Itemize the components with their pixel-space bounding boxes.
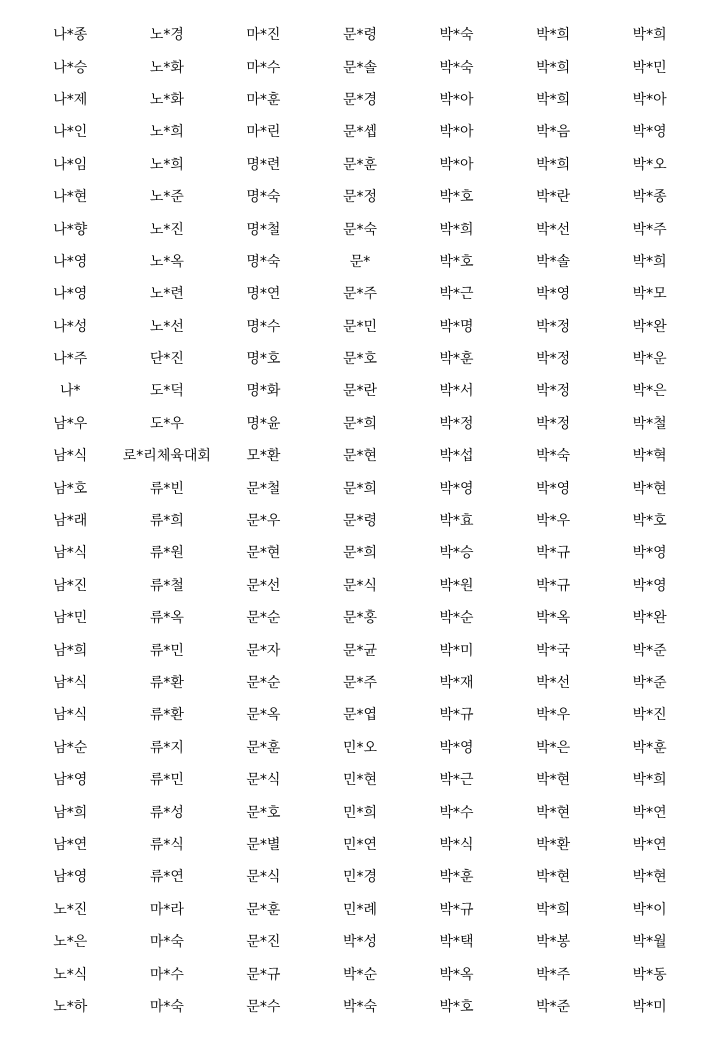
- table-cell: 문*철: [246, 480, 281, 497]
- table-cell: 박*승: [439, 545, 474, 562]
- table-cell: 박*훈: [439, 351, 474, 368]
- table-cell: 박*완: [632, 318, 667, 335]
- table-cell: 문*훈: [246, 739, 281, 756]
- table-cell: 마*숙: [149, 934, 184, 951]
- table-cell: 박*희: [536, 91, 571, 108]
- table-cell: 문*규: [246, 966, 281, 983]
- table-cell: 마*수: [149, 966, 184, 983]
- table-cell: 남*영: [53, 772, 88, 789]
- table-cell: 노*경: [149, 27, 184, 44]
- table-cell: 남*민: [53, 610, 88, 627]
- table-cell: 박*국: [536, 642, 571, 659]
- table-cell: 박*영: [632, 545, 667, 562]
- table-cell: 도*우: [149, 415, 184, 432]
- table-cell: 박*민: [632, 59, 667, 76]
- table-cell: 박*영: [632, 124, 667, 141]
- table-cell: 문*훈: [246, 901, 281, 918]
- table-cell: 박*옥: [439, 966, 474, 983]
- table-cell: 박*우: [536, 513, 571, 530]
- table-cell: 류*철: [149, 577, 184, 594]
- table-cell: 명*화: [246, 383, 281, 400]
- table-cell: 박*동: [632, 966, 667, 983]
- table-cell: 박*모: [632, 286, 667, 303]
- table-cell: 박*준: [632, 675, 667, 691]
- table-cell: 문*옥: [246, 707, 281, 724]
- table-cell: 남*래: [53, 513, 88, 530]
- table-row: [22, 213, 698, 245]
- table-cell: 문*숙: [342, 221, 377, 238]
- table-cell: 박*미: [632, 998, 667, 1015]
- table-cell: 노*식: [53, 966, 88, 983]
- table-cell: 명*호: [246, 351, 281, 368]
- table-cell: 민*희: [342, 804, 377, 821]
- table-cell: 문*솔: [342, 59, 377, 76]
- table-cell: 문*수: [246, 998, 281, 1015]
- table-cell: 문*홍: [342, 610, 377, 627]
- table-cell: 남*우: [53, 415, 88, 432]
- table-cell: 노*희: [149, 124, 184, 141]
- table-cell: 문*주: [342, 675, 377, 691]
- table-cell: 문*경: [342, 91, 377, 108]
- table-cell: 박*현: [536, 804, 571, 821]
- table-cell: 나*종: [53, 27, 88, 44]
- table-cell: 남*영: [53, 869, 88, 886]
- table-cell: 박*현: [536, 772, 571, 789]
- table-cell: 박*재: [439, 675, 474, 691]
- table-cell: 박*서: [439, 383, 474, 400]
- table-cell: 류*연: [149, 869, 184, 886]
- table-cell: 박*현: [536, 869, 571, 886]
- table-cell: 박*택: [439, 934, 474, 951]
- table-cell: 노*련: [149, 286, 184, 303]
- table-row: [22, 116, 698, 148]
- table-cell: 박*연: [632, 804, 667, 821]
- name-list-table: [22, 19, 698, 1023]
- table-cell: 박*영: [439, 480, 474, 497]
- table-cell: 노*진: [149, 221, 184, 238]
- table-cell: 박*규: [439, 707, 474, 724]
- table-cell: 문*희: [342, 545, 377, 562]
- table-cell: 노*준: [149, 189, 184, 206]
- table-cell: 박*호: [439, 253, 474, 270]
- table-cell: 박*호: [632, 513, 667, 530]
- table-cell: 박*명: [439, 318, 474, 335]
- table-cell: 명*윤: [246, 415, 281, 432]
- table-cell: 박*희: [632, 27, 667, 44]
- table-cell: 문*선: [246, 577, 281, 594]
- table-cell: 남*호: [53, 480, 88, 497]
- table-cell: 명*숙: [246, 253, 281, 270]
- table-cell: 박*규: [536, 545, 571, 562]
- table-row: [22, 311, 698, 343]
- table-cell: 문*현: [342, 448, 377, 465]
- table-cell: 명*련: [246, 156, 281, 173]
- table-cell: 박*종: [632, 189, 667, 206]
- table-cell: 박*영: [536, 286, 571, 303]
- table-cell: 박*효: [439, 513, 474, 530]
- table-cell: 마*린: [246, 124, 281, 141]
- table-cell: 노*하: [53, 998, 88, 1015]
- table-cell: 박*옥: [536, 610, 571, 627]
- table-cell: 박*주: [536, 966, 571, 983]
- table-row: [22, 732, 698, 764]
- table-cell: 박*혁: [632, 448, 667, 465]
- table-row: [22, 634, 698, 666]
- table-cell: 박*정: [439, 415, 474, 432]
- table-cell: 박*정: [536, 318, 571, 335]
- table-cell: 박*영: [439, 739, 474, 756]
- table-row: [22, 440, 698, 472]
- table-cell: 문*순: [246, 610, 281, 627]
- table-cell: 박*선: [536, 221, 571, 238]
- table-cell: 나*: [60, 383, 81, 400]
- table-cell: 박*솔: [536, 253, 571, 270]
- table-cell: 민*경: [342, 869, 377, 886]
- table-cell: 박*희: [536, 27, 571, 44]
- table-row: [22, 796, 698, 828]
- table-cell: 마*진: [246, 27, 281, 44]
- table-row: [22, 19, 698, 51]
- table-cell: 박*근: [439, 286, 474, 303]
- table-cell: 나*성: [53, 318, 88, 335]
- table-cell: 박*현: [632, 480, 667, 497]
- name-list-body: [22, 19, 698, 1023]
- table-cell: 박*근: [439, 772, 474, 789]
- table-row: [22, 699, 698, 731]
- table-cell: 문*현: [246, 545, 281, 562]
- table-cell: 문*령: [342, 513, 377, 530]
- table-cell: 류*환: [149, 707, 184, 724]
- table-cell: 마*훈: [246, 91, 281, 108]
- table-cell: 나*인: [53, 124, 88, 141]
- table-cell: 문*식: [246, 772, 281, 789]
- table-cell: 류*지: [149, 739, 184, 756]
- table-cell: 박*봉: [536, 934, 571, 951]
- table-row: [22, 343, 698, 375]
- table-cell: 남*식: [53, 675, 88, 691]
- table-cell: 박*훈: [439, 869, 474, 886]
- table-cell: 박*규: [536, 577, 571, 594]
- table-cell: 박*희: [536, 156, 571, 173]
- table-cell: 박*미: [439, 642, 474, 659]
- table-cell: 모*환: [246, 448, 281, 465]
- table-row: [22, 570, 698, 602]
- table-cell: 박*운: [632, 351, 667, 368]
- table-cell: 남*희: [53, 804, 88, 821]
- table-row: [22, 958, 698, 990]
- table-cell: 민*오: [342, 739, 377, 756]
- table-cell: 문*민: [342, 318, 377, 335]
- table-cell: 류*환: [149, 675, 184, 691]
- table-cell: 나*영: [53, 286, 88, 303]
- table-cell: 박*규: [439, 901, 474, 918]
- table-cell: 명*철: [246, 221, 281, 238]
- table-cell: 류*식: [149, 836, 184, 853]
- table-cell: 문*희: [342, 415, 377, 432]
- table-cell: 박*은: [632, 383, 667, 400]
- table-row: [22, 926, 698, 958]
- table-cell: 나*주: [53, 351, 88, 368]
- table-row: [22, 829, 698, 861]
- table-cell: 박*희: [632, 772, 667, 789]
- table-cell: 박*준: [632, 642, 667, 659]
- table-cell: 류*원: [149, 545, 184, 562]
- table-cell: 박*숙: [439, 27, 474, 44]
- table-cell: 박*숙: [342, 998, 377, 1015]
- table-cell: 마*숙: [149, 998, 184, 1015]
- table-cell: 류*희: [149, 513, 184, 530]
- table-cell: 문*호: [246, 804, 281, 821]
- table-cell: 박*숙: [439, 59, 474, 76]
- table-cell: 문*식: [342, 577, 377, 594]
- table-cell: 박*희: [536, 59, 571, 76]
- table-cell: 박*영: [632, 577, 667, 594]
- table-row: [22, 84, 698, 116]
- table-cell: 박*희: [536, 901, 571, 918]
- table-row: [22, 149, 698, 181]
- table-cell: 민*례: [342, 901, 377, 918]
- table-cell: 마*수: [246, 59, 281, 76]
- table-cell: 문*균: [342, 642, 377, 659]
- table-cell: 명*수: [246, 318, 281, 335]
- table-row: [22, 472, 698, 504]
- table-cell: 나*제: [53, 91, 88, 108]
- table-row: [22, 991, 698, 1023]
- table-cell: 문*순: [246, 675, 281, 691]
- table-cell: 박*주: [632, 221, 667, 238]
- table-cell: 박*정: [536, 383, 571, 400]
- table-row: [22, 505, 698, 537]
- table-cell: 박*준: [536, 998, 571, 1015]
- table-cell: 명*연: [246, 286, 281, 303]
- table-cell: 문*자: [246, 642, 281, 659]
- table-cell: 박*희: [439, 221, 474, 238]
- table-cell: 박*희: [632, 253, 667, 270]
- table-cell: 박*순: [342, 966, 377, 983]
- table-cell: 류*옥: [149, 610, 184, 627]
- table-cell: 박*정: [536, 351, 571, 368]
- table-cell: 박*현: [632, 869, 667, 886]
- table-row: [22, 537, 698, 569]
- table-cell: 박*숙: [536, 448, 571, 465]
- table-cell: 남*희: [53, 642, 88, 659]
- table-cell: 박*호: [439, 998, 474, 1015]
- table-cell: 박*연: [632, 836, 667, 853]
- table-cell: 박*정: [536, 415, 571, 432]
- table-cell: 박*아: [439, 124, 474, 141]
- table-cell: 나*승: [53, 59, 88, 76]
- table-cell: 도*덕: [149, 383, 184, 400]
- table-cell: 나*임: [53, 156, 88, 173]
- table-cell: 남*식: [53, 545, 88, 562]
- table-cell: 명*숙: [246, 189, 281, 206]
- table-cell: 박*원: [439, 577, 474, 594]
- table-cell: 박*월: [632, 934, 667, 951]
- table-cell: 문*식: [246, 869, 281, 886]
- table-cell: 노*은: [53, 934, 88, 951]
- table-row: [22, 894, 698, 926]
- table-cell: 박*식: [439, 836, 474, 853]
- table-cell: 문*: [349, 253, 371, 270]
- table-cell: 나*현: [53, 189, 88, 206]
- table-cell: 박*수: [439, 804, 474, 821]
- table-cell: 박*선: [536, 675, 571, 691]
- table-cell: 노*진: [53, 901, 88, 918]
- table-row: [22, 408, 698, 440]
- table-cell: 노*화: [149, 91, 184, 108]
- table-cell: 문*희: [342, 480, 377, 497]
- table-cell: 박*철: [632, 415, 667, 432]
- table-cell: 남*식: [53, 448, 88, 465]
- table-cell: 문*솁: [342, 124, 377, 141]
- table-cell: 나*향: [53, 221, 88, 238]
- table-row: [22, 764, 698, 796]
- table-cell: 박*아: [632, 91, 667, 108]
- table-row: [22, 861, 698, 893]
- table-row: [22, 181, 698, 213]
- table-cell: 박*아: [439, 91, 474, 108]
- table-cell: 노*선: [149, 318, 184, 335]
- table-cell: 민*현: [342, 772, 377, 789]
- table-cell: 문*엽: [342, 707, 377, 724]
- table-cell: 남*연: [53, 836, 88, 853]
- table-cell: 남*진: [53, 577, 88, 594]
- table-cell: 단*진: [149, 351, 184, 368]
- table-cell: 문*란: [342, 383, 377, 400]
- table-cell: 노*화: [149, 59, 184, 76]
- table-cell: 류*민: [149, 772, 184, 789]
- table-cell: 박*오: [632, 156, 667, 173]
- table-cell: 로*리체육대회: [122, 448, 211, 465]
- table-cell: 박*이: [632, 901, 667, 918]
- table-row: [22, 51, 698, 83]
- table-cell: 문*별: [246, 836, 281, 853]
- table-cell: 박*순: [439, 610, 474, 627]
- table-cell: 박*섭: [439, 448, 474, 465]
- table-cell: 문*정: [342, 189, 377, 206]
- table-cell: 문*훈: [342, 156, 377, 173]
- table-row: [22, 667, 698, 699]
- table-cell: 민*연: [342, 836, 377, 853]
- table-cell: 박*음: [536, 124, 571, 141]
- table-row: [22, 375, 698, 407]
- table-cell: 박*아: [439, 156, 474, 173]
- table-cell: 박*란: [536, 189, 571, 206]
- table-cell: 박*은: [536, 739, 571, 756]
- table-cell: 박*성: [342, 934, 377, 951]
- table-cell: 류*성: [149, 804, 184, 821]
- table-cell: 노*옥: [149, 253, 184, 270]
- table-cell: 박*환: [536, 836, 571, 853]
- table-cell: 문*진: [246, 934, 281, 951]
- table-cell: 나*영: [53, 253, 88, 270]
- table-cell: 박*영: [536, 480, 571, 497]
- table-row: [22, 278, 698, 310]
- table-cell: 남*식: [53, 707, 88, 724]
- table-cell: 박*진: [632, 707, 667, 724]
- table-cell: 문*주: [342, 286, 377, 303]
- table-cell: 박*우: [536, 707, 571, 724]
- table-cell: 류*민: [149, 642, 184, 659]
- table-cell: 노*희: [149, 156, 184, 173]
- table-cell: 박*훈: [632, 739, 667, 756]
- table-row: [22, 602, 698, 634]
- table-cell: 남*순: [53, 739, 88, 756]
- table-cell: 문*령: [342, 27, 377, 44]
- table-cell: 마*라: [149, 901, 184, 918]
- table-cell: 류*빈: [149, 480, 184, 497]
- table-cell: 박*호: [439, 189, 474, 206]
- table-cell: 문*우: [246, 513, 281, 530]
- table-cell: 박*완: [632, 610, 667, 627]
- table-row: [22, 246, 698, 278]
- table-cell: 문*호: [342, 351, 377, 368]
